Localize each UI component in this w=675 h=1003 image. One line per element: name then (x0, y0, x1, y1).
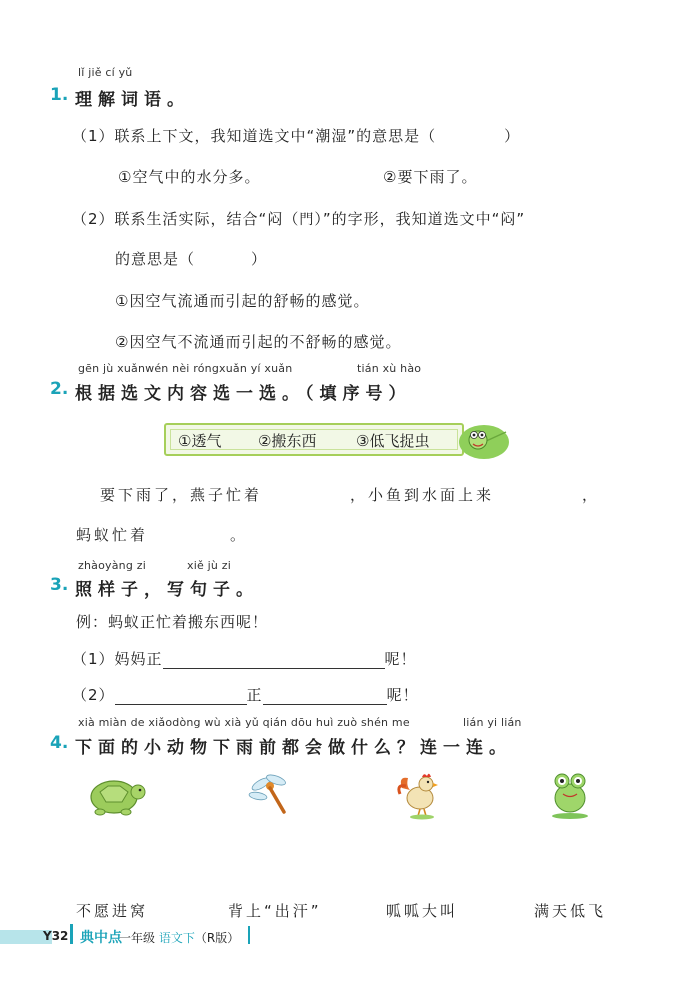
q1-sub2-prompt: （2）联系生活实际，结合“闷（門）”的字形，我知道选文中“闷” (72, 210, 526, 228)
action-label-4: 满天低飞 (534, 902, 607, 920)
q2-number: 2. (50, 379, 69, 399)
q3-title: 照样子，写句子。 (75, 580, 259, 600)
answer-blank-2[interactable] (115, 688, 247, 705)
q2-pinyin: gēn jù xuǎnwén nèi róngxuǎn yí xuǎn (78, 362, 293, 375)
footer-divider-tick (70, 924, 73, 944)
turtle-icon (86, 770, 148, 818)
action-label-2: 背上“出汗” (228, 902, 322, 920)
q3-number: 3. (50, 575, 69, 595)
q4-number: 4. (50, 733, 69, 753)
q3-pinyin2: xiě jù zi (187, 559, 231, 572)
q1-pinyin: lǐ jiě cí yǔ (78, 66, 133, 79)
footer-book-info: 一年级 语文下（R版） (119, 931, 240, 945)
q1-title: 理解词语。 (75, 90, 190, 110)
options-box (164, 423, 464, 456)
q1-sub2-prompt2: 的意思是（ ） (115, 250, 268, 268)
q1-sub2-option1: ①因空气流通而引起的舒畅的感觉。 (115, 292, 370, 310)
q3-line2: （2） 正 呢！ (72, 686, 419, 704)
q4-pinyin: xià miàn de xiǎodòng wù xià yǔ qián dōu huì zuò shén me (78, 716, 410, 729)
q4-title: 下面的小动物下雨前都会做什么？连一连。 (75, 738, 512, 758)
option-3: ③低飞捉虫 (356, 432, 430, 450)
frog-icon (548, 768, 592, 820)
q1-sub1-option2: ②要下雨了。 (383, 168, 478, 186)
q3-pinyin: zhàoyàng zi (78, 559, 146, 572)
men-glyph: 門 (299, 212, 315, 228)
option-1: ①透气 (178, 432, 222, 450)
q2-sentence1: 要下雨了，燕子忙着 ，小鱼到水面上来 ， (100, 486, 601, 504)
q2-sentence2: 蚂蚁忙着 。 (76, 526, 249, 544)
action-label-3: 呱呱大叫 (386, 902, 459, 920)
q3-line1: （1）妈妈正 呢！ (72, 650, 417, 668)
rooster-icon (396, 768, 444, 820)
page-number: Y32 (43, 929, 69, 943)
lotus-leaf-frog-icon (456, 414, 512, 462)
footer-divider (248, 926, 250, 944)
q2-pinyin2: tián xù hào (357, 362, 422, 375)
q1-sub1-prompt: （1）联系上下文，我知道选文中“潮湿”的意思是（ ） (72, 127, 521, 145)
answer-blank-3[interactable] (263, 688, 387, 705)
q4-pinyin2: lián yi lián (463, 716, 522, 729)
q1-sub1-option1: ①空气中的水分多。 (118, 168, 261, 186)
q3-example: 例：蚂蚁正忙着搬东西呢！ (76, 613, 269, 631)
action-label-1: 不愿进窝 (76, 902, 149, 920)
option-2: ②搬东西 (258, 432, 317, 450)
q2-title: 根据选文内容选一选。（填序号） (75, 384, 412, 404)
brand-logo: 典中点 (80, 930, 122, 946)
dragonfly-icon (248, 772, 292, 818)
answer-blank-1[interactable] (163, 652, 385, 669)
q1-sub2-option2: ②因空气不流通而引起的不舒畅的感觉。 (115, 333, 402, 351)
q1-number: 1. (50, 85, 69, 105)
